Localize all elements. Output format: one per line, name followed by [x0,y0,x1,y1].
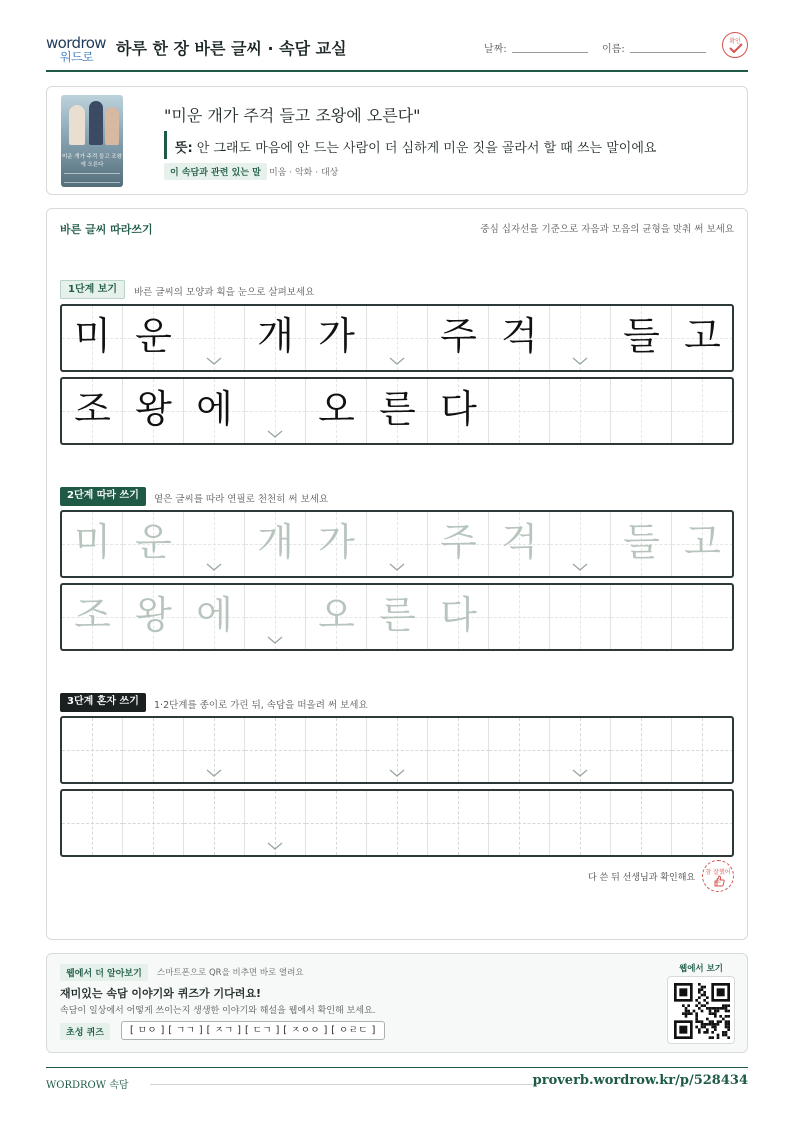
grid-character: 왕 [135,387,172,431]
verify-text: 다 쓴 뒤 선생님과 확인해요 [588,873,696,883]
web-description: 속담이 일상에서 어떻게 쓰이는지 생생한 이야기와 해설을 웹에서 확인해 보세요. [60,1006,376,1016]
grid-cell[interactable] [62,791,123,855]
space-mark-icon [572,356,588,366]
qr-code-icon [674,983,730,1039]
grid-character: 에 [196,593,233,637]
grid-cell[interactable] [489,718,550,782]
related-label: 이 속담과 관련 있는 말 [164,163,267,180]
grid-cell[interactable] [611,791,672,855]
grid-cell[interactable] [184,585,245,649]
grid-cell[interactable] [428,791,489,855]
practice-title: 바른 글씨 따라쓰기 [60,223,153,236]
grid-character: 고 [684,520,721,564]
proverb-meaning [175,137,656,156]
logo-subtext: 워드로 [60,50,94,64]
footer-url[interactable]: proverb.wordrow.kr/p/528434 [532,1073,748,1088]
step1-row-2 [60,377,734,445]
space-mark-icon [267,635,283,645]
grid-cell [672,379,733,443]
grid-cell [306,306,367,370]
grid-cell [367,306,428,370]
step3-desc: 1·2단계를 종이로 가린 뒤, 속담을 떠올려 써 보세요 [154,700,368,711]
grid-cell[interactable] [550,718,611,782]
practice-hint: 중심 십자선을 기준으로 자음과 모음의 균형을 맞춰 써 보세요 [480,224,734,235]
grid-cell[interactable] [672,718,733,782]
grid-cell [62,379,123,443]
grid-cell [428,306,489,370]
grid-character: 에 [196,387,233,431]
grid-cell [184,306,245,370]
quiz-hints: [ ㅁㅇ ] [ ㄱㄱ ] [ ㅈㄱ ] [ ㄷㄱ ] [ ㅈㅇㅇ ] [ ㅇㄹㄷ ] [121,1021,385,1040]
grid-character: 조 [74,593,111,637]
grid-cell[interactable] [367,791,428,855]
grid-character: 다 [440,387,477,431]
grid-character: 른 [379,387,416,431]
grid-cell [672,306,733,370]
grid-cell [306,379,367,443]
grid-character: 왕 [135,593,172,637]
web-panel [46,953,748,1053]
grid-character: 들 [623,520,660,564]
grid-cell[interactable] [306,512,367,576]
wordrow-logo [46,34,108,64]
space-mark-icon [389,562,405,572]
grid-cell[interactable] [550,512,611,576]
grid-cell[interactable] [306,718,367,782]
grid-cell[interactable] [184,791,245,855]
grid-cell[interactable] [62,718,123,782]
grid-cell[interactable] [245,585,306,649]
grid-character: 오 [318,387,355,431]
step2-label: 2단계 따라 쓰기 [60,487,146,506]
grid-character: 미 [74,314,111,358]
space-mark-icon [267,841,283,851]
grid-character: 걱 [501,314,538,358]
grid-cell [62,306,123,370]
grid-character: 고 [684,314,721,358]
grid-cell[interactable] [184,718,245,782]
meaning-label: 뜻: [175,141,193,156]
step3-row-1[interactable] [60,716,734,784]
grid-cell [611,379,672,443]
grid-character: 주 [440,520,477,564]
grid-cell[interactable] [489,585,550,649]
grid-cell[interactable] [489,512,550,576]
check-stamp-text: 확인 [729,38,741,45]
grid-character: 가 [318,520,355,564]
proverb-card [46,86,748,195]
web-tag: 웹에서 더 알아보기 [60,964,148,981]
grid-cell[interactable] [62,512,123,576]
step1-label: 1단계 보기 [60,280,125,299]
space-mark-icon [206,356,222,366]
grid-cell[interactable] [367,585,428,649]
step2-row-1[interactable] [60,510,734,578]
logo-text: wordrow [46,34,106,52]
grid-cell[interactable] [62,585,123,649]
step3-row-2[interactable] [60,789,734,857]
grid-character: 오 [318,593,355,637]
quiz-label: 초성 퀴즈 [60,1023,110,1040]
grid-cell[interactable] [184,512,245,576]
footer-rule [150,1084,538,1085]
grid-cell[interactable] [611,512,672,576]
grid-character: 미 [74,520,111,564]
grid-cell[interactable] [245,791,306,855]
check-icon [729,43,743,53]
grid-cell[interactable] [489,791,550,855]
grid-character: 들 [623,314,660,358]
meaning-accent-bar [164,131,167,159]
grid-character: 조 [74,387,111,431]
grid-character: 가 [318,314,355,358]
date-field[interactable] [512,52,588,53]
grid-cell [611,306,672,370]
space-mark-icon [206,562,222,572]
grid-cell [245,379,306,443]
grid-character: 른 [379,593,416,637]
grid-cell[interactable] [428,718,489,782]
grid-cell [550,379,611,443]
grid-cell [550,306,611,370]
grid-cell[interactable] [123,512,184,576]
grid-character: 개 [257,314,294,358]
name-field[interactable] [630,52,706,53]
step1-row-1 [60,304,734,372]
web-heading: 재미있는 속담 이야기와 퀴즈가 기다려요! [60,987,261,1000]
space-mark-icon [389,768,405,778]
step1-desc: 바른 글씨의 모양과 획을 눈으로 살펴보세요 [134,287,315,298]
name-label: 이름: [602,44,625,55]
grid-cell[interactable] [428,512,489,576]
grid-cell [184,379,245,443]
grid-cell [489,306,550,370]
footer-brand: WORDROW 속담 [46,1080,129,1091]
step2-desc: 옅은 글씨를 따라 연필로 천천히 써 보세요 [154,494,329,505]
page-title: 하루 한 장 바른 글씨 · 속담 교실 [116,39,347,58]
grid-character: 운 [135,314,172,358]
proverb-title: "미운 개가 주걱 들고 조왕에 오른다" [164,106,421,125]
grid-character: 개 [257,520,294,564]
grid-cell[interactable] [306,791,367,855]
space-mark-icon [572,562,588,572]
step3-label: 3단계 혼자 쓰기 [60,693,146,712]
space-mark-icon [572,768,588,778]
grid-cell[interactable] [123,791,184,855]
grid-cell[interactable] [367,718,428,782]
verify-stamp [702,860,734,892]
proverb-illustration [61,95,123,187]
grid-cell [245,306,306,370]
grid-cell[interactable] [672,585,733,649]
grid-cell[interactable] [123,585,184,649]
check-stamp [722,32,748,58]
grid-cell[interactable] [245,512,306,576]
web-hint: 스마트폰으로 QR을 비추면 바로 열려요 [157,968,304,978]
verify-stamp-text: 참 잘했어요 [705,869,731,885]
space-mark-icon [206,768,222,778]
grid-cell[interactable] [245,718,306,782]
grid-cell [367,379,428,443]
grid-cell [123,306,184,370]
grid-cell[interactable] [611,718,672,782]
qr-label: 웹에서 보기 [679,964,724,974]
grid-cell [428,379,489,443]
space-mark-icon [389,356,405,366]
grid-character: 운 [135,520,172,564]
footer-divider [46,1067,748,1068]
grid-cell[interactable] [550,791,611,855]
grid-character: 걱 [501,520,538,564]
grid-cell[interactable] [123,718,184,782]
grid-cell [489,379,550,443]
date-label: 날짜: [484,44,507,55]
space-mark-icon [267,429,283,439]
illustration-caption: 미운 개가 주걱 들고 조왕에 오른다 [61,154,123,168]
grid-cell [123,379,184,443]
grid-cell[interactable] [550,585,611,649]
grid-cell[interactable] [611,585,672,649]
qr-code[interactable] [667,976,735,1044]
meaning-text: 안 그래도 마음에 안 드는 사람이 더 심하게 미운 짓을 골라서 할 때 쓰는 말이에요 [196,141,657,156]
grid-character: 다 [440,593,477,637]
thumbs-up-icon [713,875,725,887]
grid-character: 주 [440,314,477,358]
grid-cell[interactable] [306,585,367,649]
grid-cell[interactable] [428,585,489,649]
page-header [46,30,748,72]
grid-cell[interactable] [367,512,428,576]
related-words: 미움 · 악화 · 대상 [269,168,339,178]
grid-cell[interactable] [672,791,733,855]
grid-cell[interactable] [672,512,733,576]
step2-row-2[interactable] [60,583,734,651]
